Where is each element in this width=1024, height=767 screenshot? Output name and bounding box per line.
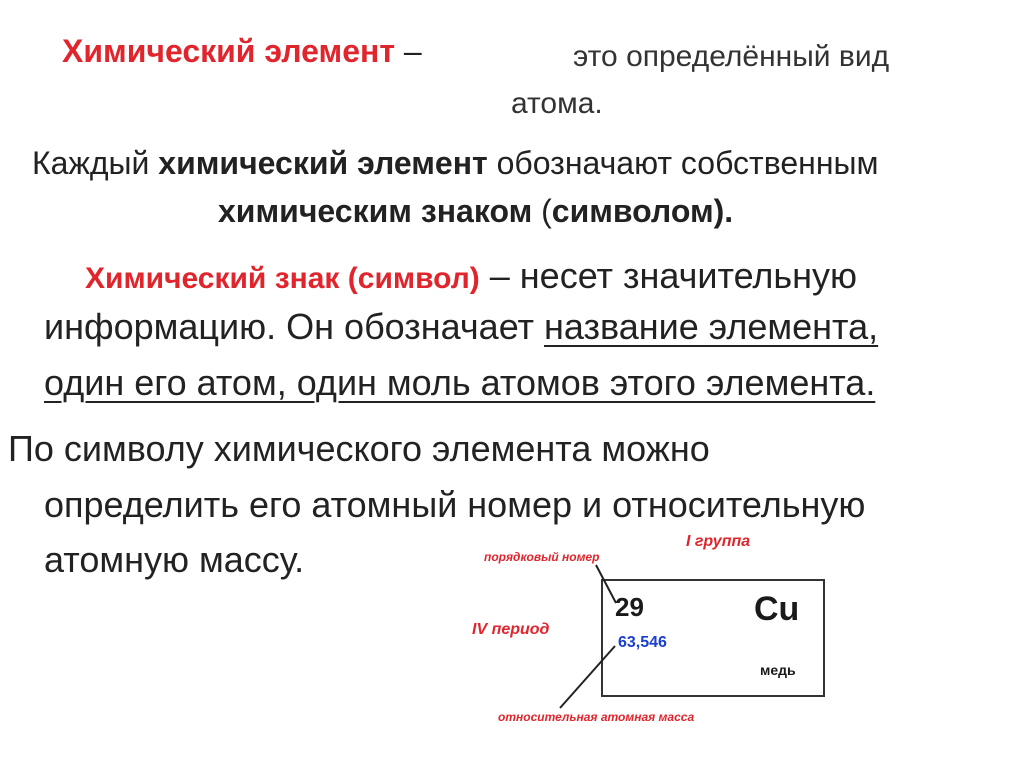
term-chemical-element: Химический элемент [62,33,395,69]
dash: – [394,33,422,69]
element-name: медь [760,662,796,678]
relative-atomic-mass-label: относительная атомная масса [498,710,695,724]
definition-text-1: это определённый вид [573,40,890,73]
sentence-each-element-line2 [218,193,733,230]
definition-text-2: атома. [511,87,603,120]
sentence-each-element [32,145,878,182]
sign-info-line3 [44,362,875,404]
symbol-info-line3: атомную массу. [44,539,305,580]
term-symbol: символом). [551,193,734,229]
sign-info-underlined-2: один его атом, один моль атомов этого элемента. [44,362,876,403]
ordinal-number-label: порядковый номер [484,550,600,564]
atomic-number: 29 [615,592,644,622]
sign-info-line1 [85,255,857,297]
text-prefix: Каждый [32,145,159,181]
group-label: I группа [686,533,751,550]
definition-heading [62,33,422,70]
sign-info-rest: – несет значительную [479,255,858,296]
sign-info-underlined-1: название элемента, [544,306,879,347]
term-chemical-element-bold: химический элемент [158,145,488,181]
text-paren: ( [532,193,552,229]
sign-info-line2 [44,306,878,348]
sign-info-plain: информацию. Он обозначает [44,306,545,347]
symbol-info-line1: По символу химического элемента можно [8,428,710,469]
term-chemical-sign-red: Химический знак (символ) [85,262,480,295]
period-label: IV период [472,621,550,638]
symbol-info-line2: определить его атомный номер и относительную [44,484,866,525]
term-chemical-sign: химическим знаком [218,193,533,229]
pointer-line-ordinal [596,565,616,603]
element-symbol: Cu [754,590,800,628]
atomic-mass: 63,546 [618,634,667,651]
text-middle: обозначают собственным [487,145,879,181]
pointer-line-mass [560,646,615,708]
element-cell-diagram [460,528,860,728]
